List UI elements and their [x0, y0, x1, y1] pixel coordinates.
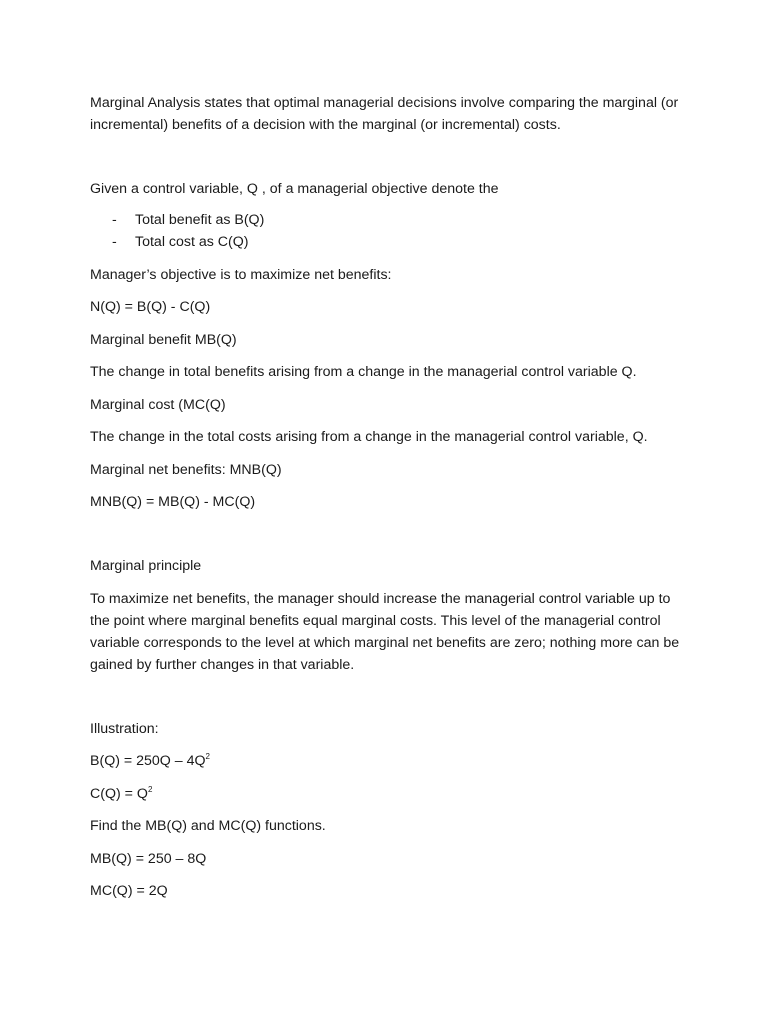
document-page	[90, 92, 690, 902]
marginal-principle-paragraph: To maximize net benefits, the manager should increase the managerial control variable up to the point where marginal benefits equal marginal costs. This level of the managerial control variable corresponds to the level at which marginal net benefits are zero; nothing more can be gained by further changes in that variable.	[90, 590, 680, 673]
list-item	[90, 210, 690, 232]
marginal-cost-heading: Marginal cost (MC(Q)	[90, 396, 226, 413]
intro-paragraph: Marginal Analysis states that optimal managerial decisions involve comparing the marginal (or incremental) benefits of a decision with the marginal (or incremental) costs.	[90, 95, 679, 133]
definition-list	[90, 210, 690, 253]
list-item-text: Total benefit as B(Q)	[135, 212, 265, 228]
net-benefit-formula: N(Q) = B(Q) - C(Q)	[90, 299, 211, 315]
mb-function: MB(Q) = 250 – 8Q	[90, 850, 207, 867]
illustration-heading: Illustration:	[90, 720, 159, 737]
marginal-net-benefits-heading: Marginal net benefits: MNB(Q)	[90, 461, 282, 478]
marginal-net-benefits-formula: MNB(Q) = MB(Q) - MC(Q)	[90, 494, 256, 510]
cost-function-base: C(Q) = Q	[90, 785, 148, 802]
cost-function	[90, 783, 690, 805]
benefit-function-exponent: 2	[205, 752, 210, 761]
list-item-text: Total cost as C(Q)	[135, 233, 249, 250]
mc-function: MC(Q) = 2Q	[90, 883, 168, 899]
marginal-benefit-definition: The change in total benefits arising from a change in the managerial control variable Q.	[90, 364, 637, 380]
marginal-principle-heading: Marginal principle	[90, 558, 202, 574]
marginal-benefit-heading: Marginal benefit MB(Q)	[90, 331, 237, 348]
find-instruction: Find the MB(Q) and MC(Q) functions.	[90, 818, 326, 834]
objective-statement: Manager’s objective is to maximize net benefits:	[90, 266, 392, 283]
benefit-function-base: B(Q) = 250Q – 4Q	[90, 753, 206, 769]
list-item	[90, 232, 690, 254]
bullet-dash: -	[112, 233, 117, 250]
cost-function-exponent: 2	[147, 784, 153, 794]
marginal-cost-definition: The change in the total costs arising from a change in the managerial control variable, Q.	[90, 429, 648, 445]
bullet-dash: -	[112, 212, 117, 228]
benefit-function	[90, 750, 690, 772]
given-statement: Given a control variable, Q , of a managerial objective denote the	[90, 181, 499, 197]
